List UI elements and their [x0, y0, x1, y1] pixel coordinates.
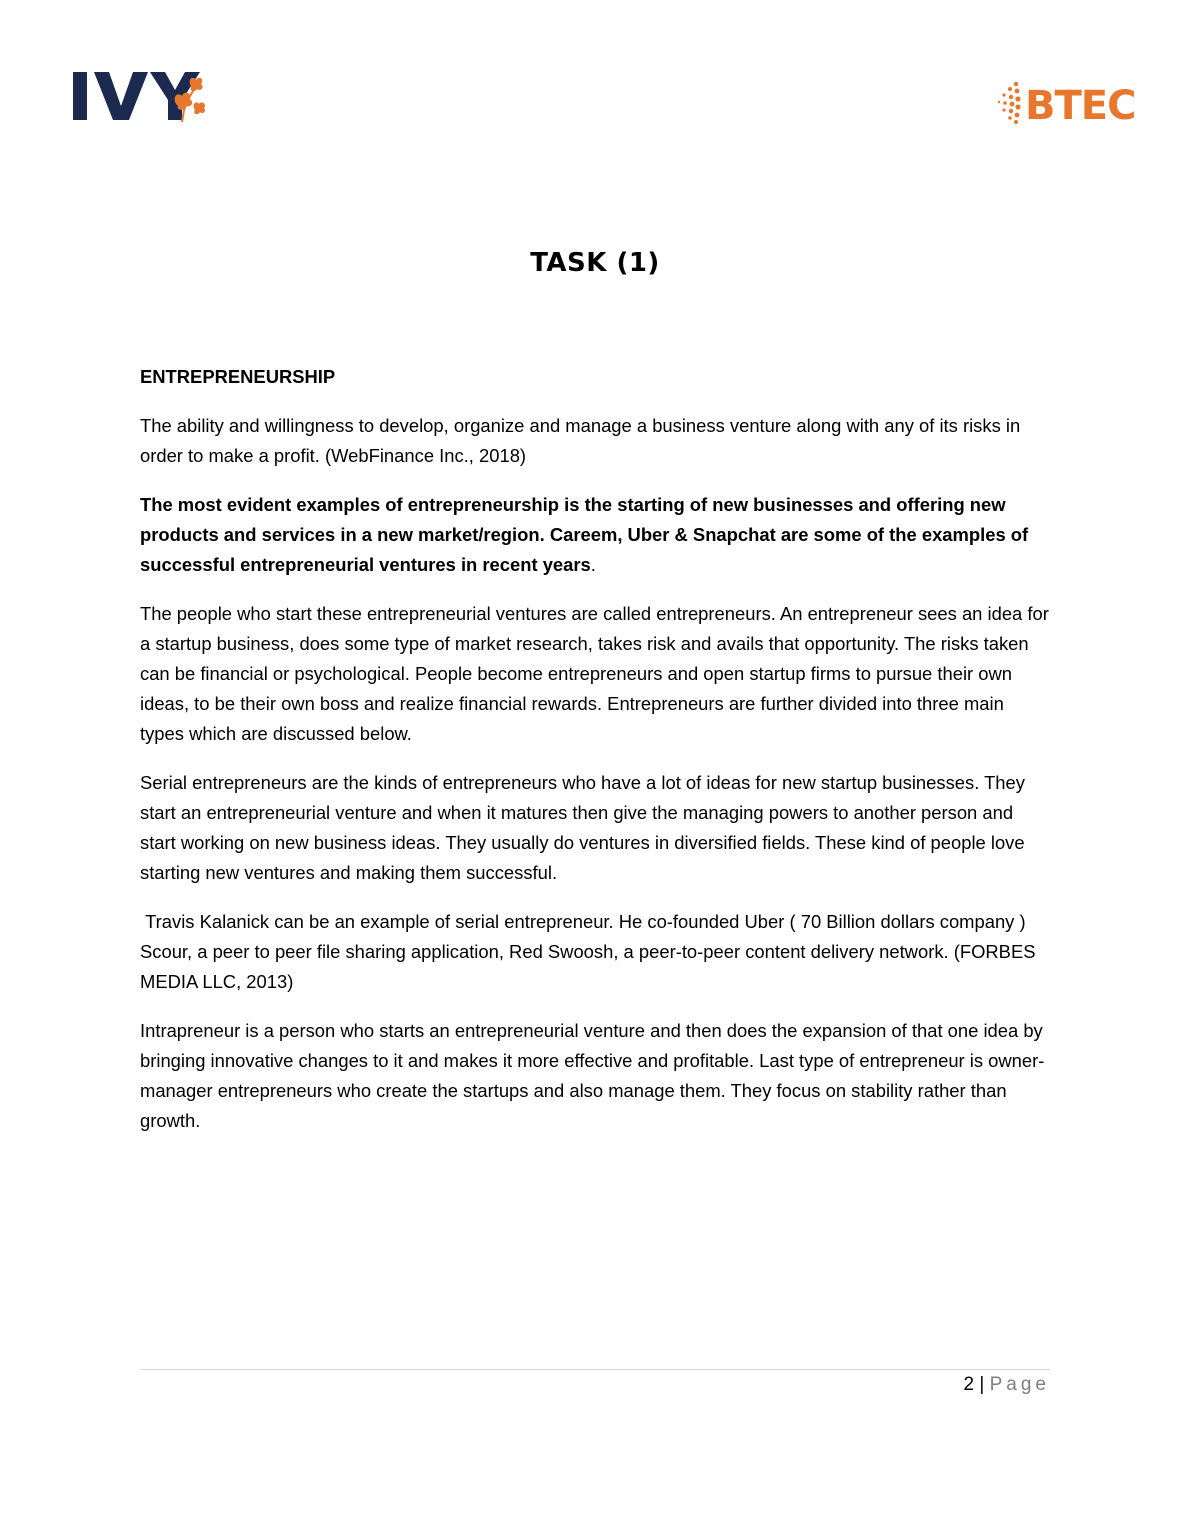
page-number: 2: [963, 1374, 975, 1395]
document-body: [140, 362, 1050, 1155]
page-title: TASK (1): [530, 248, 660, 278]
paragraph-entrepreneurs: The people who start these entrepreneurial ventures are called entrepreneurs. An entrepreneur sees an idea for a startup business, does some type of market research, takes risk and avails that opportunity. The risks taken can be financial or psychological. People become entrepreneurs and open startup firms to pursue their own ideas, to be their own boss and realize financial rewards. Entrepreneurs are further divided into three main types which are discussed below.: [140, 603, 1049, 744]
page-word: Page: [989, 1374, 1050, 1395]
paragraph-serial: Serial entrepreneurs are the kinds of entrepreneurs who have a lot of ideas for new startup businesses. They start an entrepreneurial venture and when it matures then give the managing powers to another person and start working on new business ideas. They usually do ventures in diversified fields. These kind of people love starting new ventures and making them successful.: [140, 772, 1025, 883]
ivy-logo: [72, 66, 212, 128]
page-number-footer: [964, 1372, 1050, 1398]
section-heading: ENTREPRENEURSHIP: [140, 366, 336, 387]
ivy-logo-text: IVY: [72, 66, 74, 67]
paragraph-examples: [140, 490, 1050, 580]
paragraph-examples-period: .: [590, 554, 596, 575]
paragraph-examples-bold: The most evident examples of entrepreneurship is the starting of new businesses and offering new products and services in a new market/region. Careem, Uber & Snapchat are some of the examples of successful entrepreneurial ventures in recent years: [140, 494, 1029, 575]
btec-dots-icon: [998, 82, 1021, 124]
paragraph-definition: The ability and willingness to develop, organize and manage a business venture along with any of its risks in order to make a profit. (WebFinance Inc., 2018): [140, 415, 1021, 466]
paragraph-intrapreneur: Intrapreneur is a person who starts an entrepreneurial venture and then does the expansion of that one idea by bringing innovative changes to it and makes it more effective and profitable. Last type of entrepreneur is owner-manager entrepreneurs who create the startups and also manage them. They focus on stability rather than growth.: [140, 1020, 1045, 1131]
paragraph-kalanick: Travis Kalanick can be an example of serial entrepreneur. He co-founded Uber ( 70 Billion dollars company ) Scour, a peer to peer file sharing application, Red Swoosh, a peer-to-peer content delivery network. (FORBES MEDIA LLC, 2013): [140, 911, 1041, 992]
page-separator: |: [979, 1374, 985, 1395]
btec-logo: [996, 76, 1141, 126]
footer-divider: [140, 1369, 1050, 1370]
btec-logo-text: BTEC: [1025, 83, 1136, 126]
